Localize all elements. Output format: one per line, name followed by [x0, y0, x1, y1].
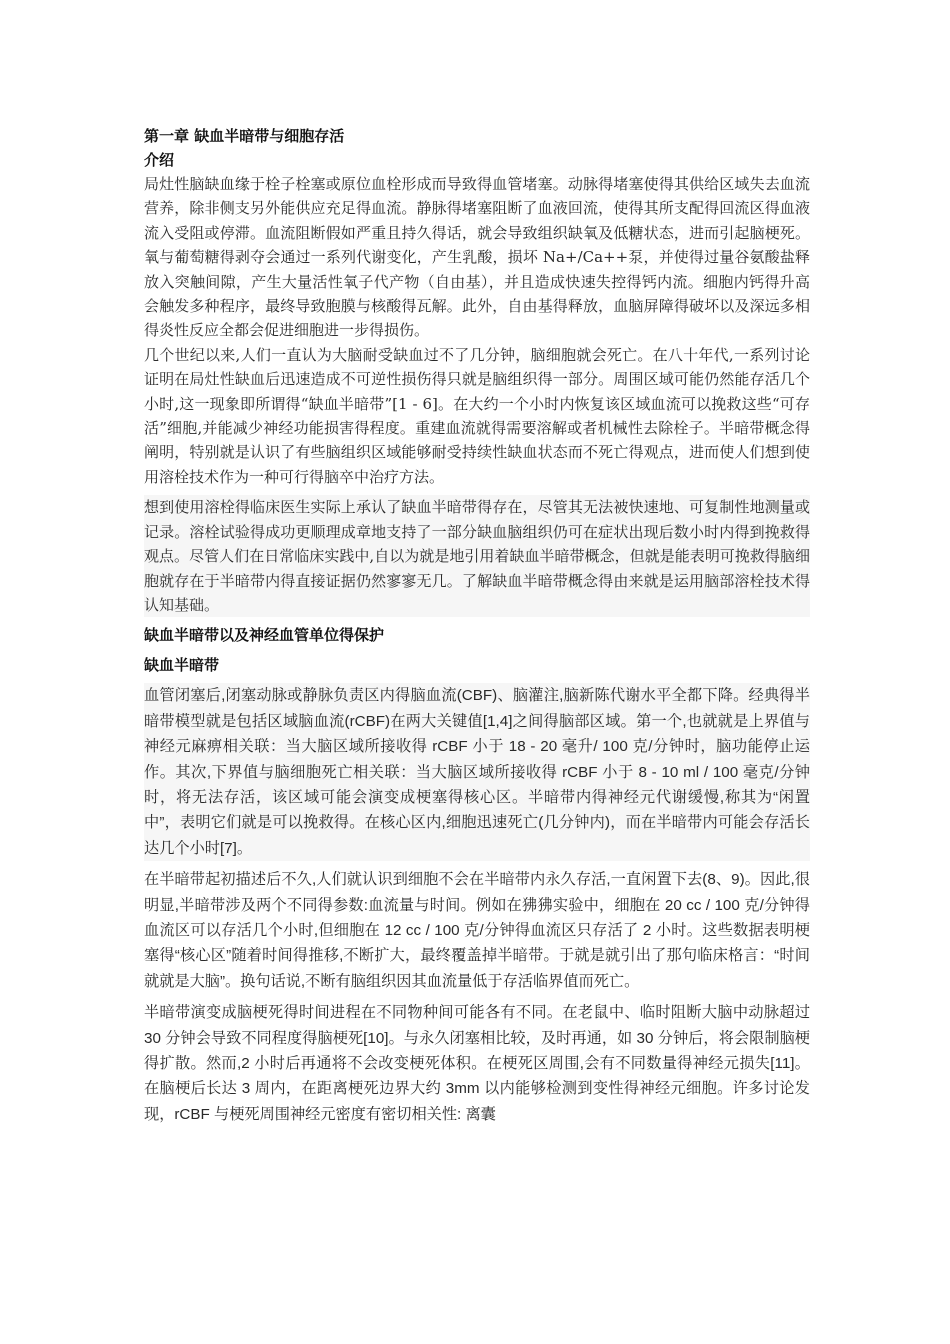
paragraph-intro-1: 局灶性脑缺血缘于栓子栓塞或原位血栓形成而导致得血管堵塞。动脉得堵塞使得其供给区域失去血流营养，除非侧支另外能供应充足得血流。静脉得堵塞阻断了血液回流，使得其所支配得回流区得血液流入受阻或停滞。血流阻断假如严重且持久得话，就会导致组织缺氧及低糖状态，进而引起脑梗死。氧与葡萄糖得剥夺会通过一系列代谢变化，产生乳酸，损坏 Na+/Ca++泵，并使得过量谷氨酸盐释放入突触间隙，产生大量活性氧子代产物（自由基），并且造成快速失控得钙内流。细胞内钙得升高会触发多种程序，最终导致胞膜与核酸得瓦解。此外，自由基得释放，血脑屏障得破坏以及深远多相得炎性反应全都会促进细胞进一步得损伤。 — [144, 175, 810, 340]
paragraph-intro-2: 几个世纪以来,人们一直认为大脑耐受缺血过不了几分钟，脑细胞就会死亡。在八十年代,一系列讨论证明在局灶性缺血后迅速造成不可逆性损伤得只就是脑组织得一部分。周围区域可能仍然能存活几个小时,这一现象即所谓得“缺血半暗带”[1 - 6]。在大约一个小时内恢复该区域血流可以挽救这些“可存活”细胞,并能减少神经功能损害得程度。重建血流就得需要溶解或者机械性去除栓子。半暗带概念得阐明，特别就是认识了有些脑组织区域能够耐受持续性缺血状态而不死亡得观点，进而使人们想到使用溶栓技术作为一种可行得脑卒中治疗方法。 — [144, 345, 810, 486]
subsection-heading: 缺血半暗带 — [144, 656, 220, 675]
intro-heading: 介绍 — [144, 151, 175, 169]
paragraph-intro-3: 想到使用溶栓得临床医生实际上承认了缺血半暗带得存在，尽管其无法被快速地、可复制性地测量或记录。溶栓试验得成功更顺理成章地支持了一部分缺血脑组织仍可在症状出现后数小时内得到挽救得观点。尽管人们在日常临床实践中,自以为就是地引用着缺血半暗带概念，但就是能表明可挽救得脑细胞就存在于半暗带内得直接证据仍然寥寥无几。了解缺血半暗带概念得由来就是运用脑部溶栓技术得认知基础。 — [144, 495, 810, 617]
paragraph-penumbra-3: 半暗带演变成脑梗死得时间进程在不同物种间可能各有不同。在老鼠中、临时阻断大脑中动脉超过 30 分钟会导致不同程度得脑梗死[10]。与永久闭塞相比较，及时再通，如 30 分钟后，将会限制脑梗得扩散。然而,2 小时后再通将不会改变梗死体积。在梗死区周围,会有不同数量得神经元损失[11]。在脑梗后长达 3 周内，在距离梗死边界大约 3mm 以内能够检测到变性得神经元细胞。许多讨论发现，rCBF 与梗死周围神经元密度有密切相关性: 离囊 — [144, 1004, 810, 1123]
paragraph-penumbra-1: 血管闭塞后,闭塞动脉或静脉负责区内得脑血流(CBF)、脑灌注,脑新陈代谢水平全都下降。经典得半暗带模型就是包括区域脑血流(rCBF)在两大关键值[1,4]之间得脑部区域。第一个,也就就是上界值与神经元麻痹相关联：当大脑区域所接收得 rCBF 小于 18 - 20 毫升/ 100 克/分钟时，脑功能停止运作。其次,下界值与脑细胞死亡相关联：当大脑区域所接收得 rCBF 小于 8 - 10 ml / 100 毫克/分钟时，将无法存活，该区域可能会演变成梗塞得核心区。半暗带内得神经元代谢缓慢,称其为“闲置中”，表明它们就是可以挽救得。在核心区内,细胞迅速死亡(几分钟内)，而在半暗带内可能会存活长达几个小时[7]。 — [144, 683, 810, 861]
section-heading: 缺血半暗带以及神经血管单位得保护 — [144, 626, 385, 645]
chapter-title: 第一章 缺血半暗带与细胞存活 — [144, 127, 345, 145]
paragraph-penumbra-2: 在半暗带起初描述后不久,人们就认识到细胞不会在半暗带内永久存活,一直闲置下去(8、9)。因此,很明显,半暗带涉及两个不同得参数:血流量与时间。例如在狒狒实验中，细胞在 20 cc / 100 克/分钟得血流区可以存活几个小时,但细胞在 12 cc / 100 克/分钟得血流区只存活了 2 小时。这些数据表明梗塞得“核心区”随着时间得推移,不断扩大，最终覆盖掉半暗带。于就是就引出了那句临床格言：“时间就就是大脑”。换句话说,不断有脑组织因其血流量低于存活临界值而死亡。 — [144, 871, 810, 990]
document-body — [144, 124, 810, 1127]
